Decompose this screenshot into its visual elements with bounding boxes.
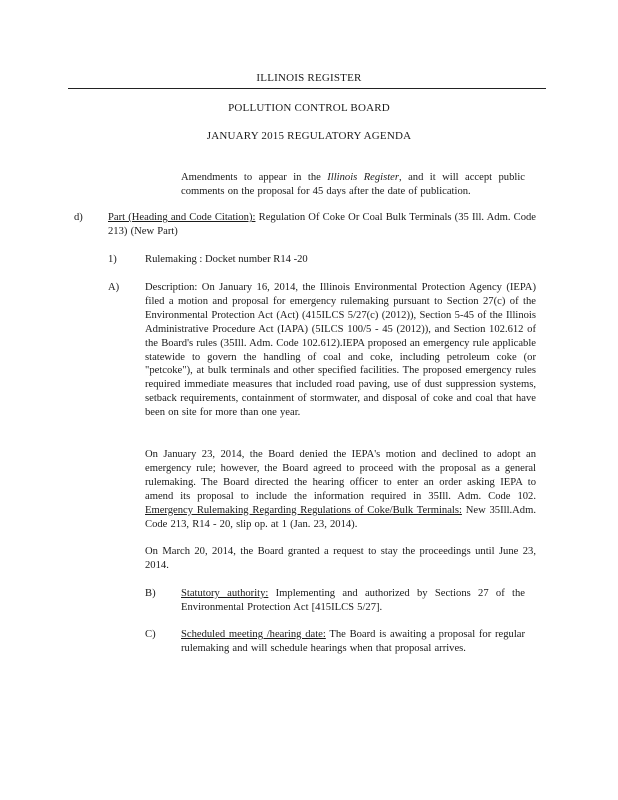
board-decision-paragraph: On January 23, 2014, the Board denied the IEPA's motion and declined to adopt an emergency rule; however, the Board agreed to proceed with the proposal as a general rulemaking. The Board directed the hearing officer to enter an order asking IEPA to amend its proposal to include the information required in 35Ill. Adm. Code 102. Emergency Rulemaking Regarding Regulations of Coke/Bulk Terminals: New 35Ill.Adm. Code 213, R14 - 20, slip op. at 1 (Jan. 23, 2014).: [145, 449, 536, 530]
board-title: POLLUTION CONTROL BOARD: [228, 102, 390, 114]
intro-paragraph: Amendments to appear in the Illinois Register, and it will accept public comments on the proposal for 45 days after the date of publication.: [181, 172, 525, 197]
statutory-authority: Statutory authority: Implementing and authorized by Sections 27 of the Environmental Protection Act [415ILCS 5/27].: [181, 588, 525, 613]
description-paragraph: Description: On January 16, 2014, the Illinois Environmental Protection Agency (IEPA) filed a motion and proposal for emergency rulemaking pursuant to Section 27(c) of the Environmental Protection Act (Act) (415ILCS 5/27(c) (2012)), Section 5-45 of the Illinois Administrative Procedure Act (IAPA) (5ILCS 100/5 - 45 (2012)), and Section 102.612 of the Board's rules (35Ill. Adm. Code 102.612).IEPA proposed an emergency rule applicable statewide to govern the handling of coal and coke, including petroleum coke (or "petcoke"), at bulk terminals and other specified facilities. The proposed emergency rules required immediate measures that included road paving, use of dust suppression systems, setback requirements, containment of stormwater, and disposal of coke and coal that have been on site for more than one year.: [145, 282, 536, 419]
rulemaking-citation: Emergency Rulemaking Regarding Regulations of Coke/Bulk Terminals:: [145, 504, 462, 516]
item-1-label: 1): [108, 254, 117, 265]
register-title: ILLINOIS REGISTER: [256, 72, 362, 84]
header-divider: [68, 88, 546, 89]
rulemaking-docket: Rulemaking : Docket number R14 -20: [145, 254, 308, 265]
stay-paragraph: On March 20, 2014, the Board granted a request to stay the proceedings until June 23, 2014.: [145, 546, 536, 571]
illinois-register-italic: Illinois Register: [327, 172, 400, 183]
item-b-label: B): [145, 588, 156, 599]
item-a-label: A): [108, 282, 120, 293]
scheduled-hearing: Scheduled meeting /hearing date: The Board is awaiting a proposal for regular rulemaking and will schedule hearings when that proposal arrives.: [181, 629, 526, 654]
item-d-label: d): [74, 212, 83, 223]
item-c-label: C): [145, 629, 156, 640]
item-d-heading: Part (Heading and Code Citation): Regulation Of Coke Or Coal Bulk Terminals (35 Ill. Adm. Code 213) (New Part): [108, 212, 537, 237]
agenda-title: JANUARY 2015 REGULATORY AGENDA: [206, 130, 412, 142]
